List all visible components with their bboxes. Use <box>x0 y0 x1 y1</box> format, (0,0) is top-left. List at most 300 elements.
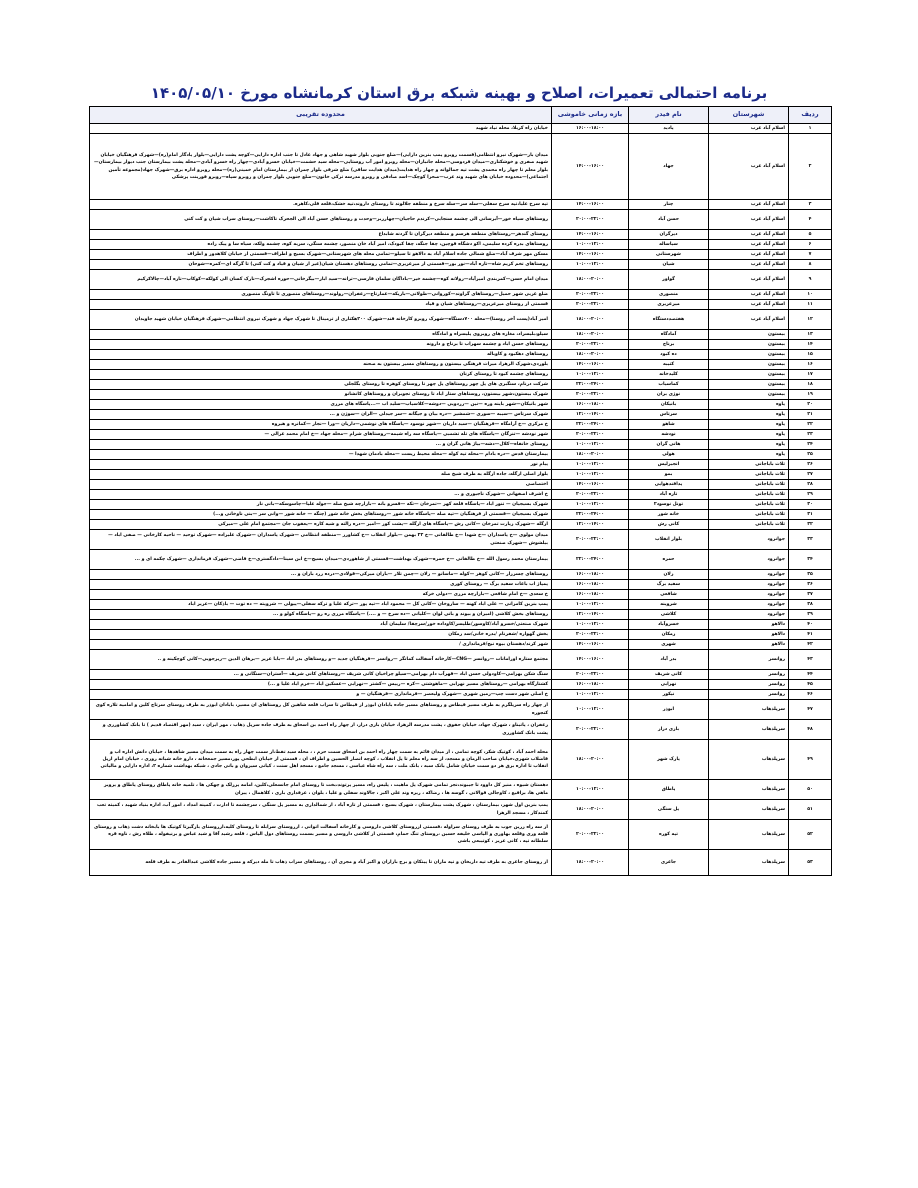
time-cell: ۱۴:۰۰-۱۶:۰۰ <box>552 250 629 260</box>
time-cell: ۱۶:۰۰-۱۸:۰۰ <box>552 680 629 690</box>
time-cell: ۱۶:۰۰-۱۸:۰۰ <box>552 580 629 590</box>
city-cell: سرپلذهاب <box>709 720 789 740</box>
area-cell: زعفران ، پاتیناو ، شهرک جهاد، خیابان حقوق ، پشت مدرسه الزهرا، خیابان بازی دراز، از چهار راه احمد بن اسحاق به طرف جاده سرپل ذهاب ، مهر ایران ، سید (مهر اقتصاد قدیم ) تا بانک کشاورزی و پشت بانک کشاورزی <box>90 720 552 740</box>
table-row <box>90 200 832 210</box>
feeder-cell: تپه کوره <box>629 820 709 850</box>
feeder-cell: سفید برگ <box>629 580 709 590</box>
page-title: برنامه احتمالی تعمیرات، اصلاح و بهینه شبکه برق استان کرمانشاه مورخ ۱۴۰۵/۰۵/۱۰ <box>150 84 768 102</box>
feeder-cell: پادید <box>629 124 709 134</box>
feeder-cell: کتیبه <box>629 360 709 370</box>
time-cell: ۲۲:۰۰-۲۴:۰۰ <box>552 380 629 390</box>
row-number: ۴۱ <box>789 630 832 640</box>
area-cell: شهر کرند/دهستان بیوه نیج/فرمانداری / <box>90 640 552 650</box>
city-cell: اسلام آباد غرب <box>709 240 789 250</box>
row-number: ۱۹ <box>789 390 832 400</box>
area-cell: شهرک صنعتی/خسرو آباد/کاوسور/طلیسر/کاوداده خور/سرچقا/ سلیمان آباد <box>90 620 552 630</box>
city-cell: پاوه <box>709 430 789 440</box>
city-cell: بیستون <box>709 350 789 360</box>
row-number: ۳۳ <box>789 530 832 550</box>
feeder-cell: نیکور <box>629 690 709 700</box>
table-row <box>90 530 832 550</box>
table-row <box>90 440 832 450</box>
time-cell: ۱۴:۰۰-۱۶:۰۰ <box>552 200 629 210</box>
header-area: محدوده تقریبی <box>90 107 552 124</box>
area-cell: شهر بانیکان—شهر باینه وره —نین —زردویی —دوشه—کلاسیاب—سلید اب —...پاسگاه های مرزی <box>90 400 552 410</box>
row-number: ۳۵ <box>789 570 832 580</box>
feeder-cell: ده کبود <box>629 350 709 360</box>
row-number: ۸ <box>789 260 832 270</box>
city-cell: دالاهو <box>709 640 789 650</box>
row-number: ۲۱ <box>789 410 832 420</box>
row-number: ۱۴ <box>789 340 832 350</box>
area-cell: ضلع غربی شهر حمیل—روستاهای گراوند—کوروانی—طولانی—بازیکه—غمارتاج—زعفران—رولوند—روستاهای منصوری تا تاونگ منصوری <box>90 290 552 300</box>
area-cell: خ اشرف اصفهانی —شهرک ناجیوری و ... <box>90 490 552 500</box>
feeder-cell: شاهو <box>629 420 709 430</box>
city-cell: جوانرود <box>709 590 789 600</box>
row-number: ۴۸ <box>789 720 832 740</box>
table-row <box>90 450 832 460</box>
feeder-cell: انجیرلیس <box>629 460 709 470</box>
row-number: ۵۰ <box>789 780 832 800</box>
city-cell: سرپلذهاب <box>709 740 789 780</box>
time-cell: ۱۸:۰۰-۲۰:۰۰ <box>552 800 629 820</box>
row-number: ۲۹ <box>789 490 832 500</box>
area-cell: روستاهای بدره کرده سلیمی، اکو دشگاه قوچین، چقا جنگه، چقا کبودک، امیر آباد خان منصور، چشمه سنگی، سربه کوه، چشمه ولکه، سیاه سا و پیک زاده <box>90 240 552 250</box>
city-cell: اسلام آباد غرب <box>709 290 789 300</box>
city-cell: ثلاث باباجانی <box>709 490 789 500</box>
time-cell: ۱۶:۰۰-۱۸:۰۰ <box>552 124 629 134</box>
city-cell: بیستون <box>709 340 789 350</box>
time-cell: ۱۰:۰۰-۱۲:۰۰ <box>552 460 629 470</box>
feeder-cell: سیاساله <box>629 240 709 250</box>
table-row <box>90 680 832 690</box>
area-cell: قسمتی از روستای میرعزیزی—روستاهای شیان و قیاد <box>90 300 552 310</box>
time-cell: ۲۰:۰۰-۲۲:۰۰ <box>552 300 629 310</box>
table-row <box>90 740 832 780</box>
feeder-cell: بدر آباد <box>629 650 709 670</box>
city-cell: ثلاث باباجانی <box>709 460 789 470</box>
row-number: ۳۷ <box>789 590 832 600</box>
area-cell: روستاهای حسن اباد و چشمه سهراب تا برناج و دارونه <box>90 340 552 350</box>
time-cell: ۱۰:۰۰-۱۲:۰۰ <box>552 470 629 480</box>
time-cell: ۱۰:۰۰-۱۲:۰۰ <box>552 240 629 250</box>
area-cell: مسکن مهر شرف آباد—ضلع شمالی جاده اسلام آباد به دالاهو تا سیلو—تمامی محله های شهرستانی—شهرک بسیج و اطراف—قسمتی از خیابان کلاهدوز و اطراف <box>90 250 552 260</box>
area-cell: میدان باز—شهرک نیرو انتظامی(قسمت روبرو پمپ بنزین دارایی)—ضلع جنوبی بلوار شهید شاهی و جهاد عادل تا جنب اداره دارایی—کوچه پشت دارایی—بلوار یادگار امام(ره)—شهرک فرهنگیان خیابان شهید صفری و خوشکناری—میدان فردوسی—محله جانبازان—محله روبرو امور آب روستایی—محله سید حشمت—خیابان خسرو آبادی—چهار راه خسرو آبادی—محله پشت بیمارستان جنب دیوار بیمارستان—بلوار معلم تا چهار راه محمدی پشت تپه جمالوانه و چهار راه هدایت(میدان هدایت ساقی) ضلع شرقی بلوار چمران از بیمارستان امام خمینی(ره)—محله روبرو اداره برق—شهرک جهاد(مجموعه تأمین اجتماعی)—محدوده خیابان های شهید وند عرب—صحرا کوچک—اسد صادقی و روبرو مدرسه ترکی خاتون—ضلع جنوبی بلوار چمران و روبرو سپاه—روبرو فورینت پزشکی <box>90 134 552 200</box>
city-cell: پاوه <box>709 400 789 410</box>
row-number: ۳ <box>789 200 832 210</box>
row-number: ۴۹ <box>789 740 832 780</box>
schedule-table <box>89 106 832 876</box>
feeder-cell: شیان <box>629 260 709 270</box>
city-cell: اسلام آباد غرب <box>709 230 789 240</box>
area-cell: بخش گهواره /شفرنام /بدره خانی/سد زمکان <box>90 630 552 640</box>
table-row <box>90 420 832 430</box>
area-cell: بلوردی،شهرک الزهرا، میراث فرهنگی بیستون و روستاهای مسیر بیستون به صحنه <box>90 360 552 370</box>
time-cell: ۲۰:۰۰-۲۲:۰۰ <box>552 290 629 300</box>
table-row <box>90 570 832 580</box>
area-cell: خ سعدی —خ امام شافعی —بازارچه مرزی —دولی خرکه <box>90 590 552 600</box>
city-cell: روانسر <box>709 690 789 700</box>
feeder-cell: شهرستانی <box>629 250 709 260</box>
row-number: ۲۷ <box>789 470 832 480</box>
feeder-cell: برناج <box>629 340 709 350</box>
table-row <box>90 460 832 470</box>
header-feeder: نام فیدر <box>629 107 709 124</box>
row-number: ۲۵ <box>789 450 832 460</box>
header-city: شهرستان <box>709 107 789 124</box>
feeder-cell: سرتاس <box>629 410 709 420</box>
area-cell: مجتمع ستاره اورامانات —روانسر —CNG—کارخانه آسفالت کمانگر —روانسر —فرهنگیان جدید —و روستاهای بدر اباد —بابا عزیز —برهان الدین —زیرجوبی—کانی کوچکینه و .. <box>90 650 552 670</box>
time-cell: ۲۰:۰۰-۲۲:۰۰ <box>552 670 629 680</box>
city-cell: ثلاث باباجانی <box>709 520 789 530</box>
city-cell: پاوه <box>709 410 789 420</box>
table-row <box>90 240 832 250</box>
time-cell: ۱۲:۰۰-۱۴:۰۰ <box>552 610 629 620</box>
row-number: ۳۶ <box>789 580 832 590</box>
feeder-cell: کلیدخانه <box>629 370 709 380</box>
city-cell: سرپلذهاب <box>709 780 789 800</box>
table-row <box>90 640 832 650</box>
table-row <box>90 630 832 640</box>
header-outage-time: بازه زمانی خاموشی <box>552 107 629 124</box>
row-number: ۱۵ <box>789 350 832 360</box>
row-number: ۵ <box>789 230 832 240</box>
time-cell: ۱۶:۰۰-۱۸:۰۰ <box>552 400 629 410</box>
table-row <box>90 290 832 300</box>
feeder-cell: بانیکان <box>629 400 709 410</box>
feeder-cell: کماسیاب <box>629 380 709 390</box>
table-row <box>90 230 832 240</box>
area-cell: خ مرکزی —خ آرامگاه —فرهنگیان —سید داریان —شهر نوسود —پاسگاه های نوشمی—داریان —ورا —نجار —کمانره و هیروه <box>90 420 552 430</box>
row-number: ۲۲ <box>789 420 832 430</box>
area-cell: خ اصلی شهر دست چپ—زمین شهری —شهرک ولیعصر —فرمانداری —فرهنگیان — و <box>90 690 552 700</box>
area-cell: شرکت درنام، سنگبری های پل چهر روستاهای پل چهر تا روستای کوهره تا روستای بگلجلی <box>90 380 552 390</box>
time-cell: ۱۶:۰۰-۱۸:۰۰ <box>552 570 629 580</box>
area-cell: بلوار اصلی ازگله، جاده ازگله به طرف شیخ صله <box>90 470 552 480</box>
time-cell: ۲۰:۰۰-۲۲:۰۰ <box>552 390 629 400</box>
city-cell: ثلاث باباجانی <box>709 470 789 480</box>
city-cell: روانسر <box>709 680 789 690</box>
city-cell: سرپلذهاب <box>709 820 789 850</box>
row-number: ۴۵ <box>789 680 832 690</box>
time-cell: ۱۰:۰۰-۱۲:۰۰ <box>552 700 629 720</box>
table-row <box>90 260 832 270</box>
city-cell: بیستون <box>709 330 789 340</box>
row-number: ۲۸ <box>789 480 832 490</box>
city-cell: پاوه <box>709 420 789 430</box>
time-cell: ۱۲:۰۰-۱۴:۰۰ <box>552 410 629 420</box>
feeder-cell: ابوذر <box>629 700 709 720</box>
time-cell: ۱۴:۰۰-۱۶:۰۰ <box>552 230 629 240</box>
feeder-cell: زمکان <box>629 630 709 640</box>
row-number: ۹ <box>789 270 832 290</box>
table-row <box>90 390 832 400</box>
feeder-cell: شافعی <box>629 590 709 600</box>
row-number: ۳۲ <box>789 520 832 530</box>
city-cell: اسلام آباد غرب <box>709 300 789 310</box>
city-cell: پاوه <box>709 450 789 460</box>
table-row <box>90 580 832 590</box>
city-cell: بیستون <box>709 370 789 380</box>
row-number: ۴ <box>789 210 832 230</box>
time-cell: ۲۲:۰۰-۲۴:۰۰ <box>552 420 629 430</box>
feeder-cell: پل سنگی <box>629 800 709 820</box>
time-cell: ۲۰:۰۰-۲۲:۰۰ <box>552 430 629 440</box>
table-row <box>90 800 832 820</box>
feeder-cell: پدافندهوایی <box>629 480 709 490</box>
city-cell: اسلام آباد غرب <box>709 260 789 270</box>
table-row <box>90 620 832 630</box>
table-row <box>90 670 832 680</box>
table-row <box>90 350 832 360</box>
area-cell: میدان امام حسن—کمربندی امیرآباد—زولانه کوه—چشمه خیر—باداگان سلمان فارسی—ترانه—سید اباز—بیگرخانی—حوزه اشجرک—نارک کسان الی کولکه—کوکاب—تازه آباد—چالاکرکیم <box>90 270 552 290</box>
table-row <box>90 370 832 380</box>
area-cell: روستاهای بخش کلاشی (امیران و بیوند و بانی لوان —کلیانی —ده سرخ — و ....) —پاسگاه مرزی ره رو —پاسگاه کولو و ... <box>90 610 552 620</box>
row-number: ۴۷ <box>789 700 832 720</box>
table-row <box>90 850 832 876</box>
table-row <box>90 780 832 800</box>
feeder-cell: آمادگاه <box>629 330 709 340</box>
time-cell: ۱۰:۰۰-۱۲:۰۰ <box>552 620 629 630</box>
table-row <box>90 600 832 610</box>
feeder-cell: پاطاق <box>629 780 709 800</box>
time-cell: ۱۰:۰۰-۱۲:۰۰ <box>552 600 629 610</box>
row-number: ۴۳ <box>789 650 832 670</box>
time-cell: ۱۸:۰۰-۲۰:۰۰ <box>552 330 629 340</box>
feeder-cell: کانی رش <box>629 520 709 530</box>
time-cell: ۲۰:۰۰-۲۲:۰۰ <box>552 340 629 350</box>
feeder-cell: هفتصددستگاه <box>629 310 709 330</box>
feeder-cell: پارک شهر <box>629 740 709 780</box>
feeder-cell: نهرابی <box>629 680 709 690</box>
row-number: ۱۶ <box>789 360 832 370</box>
city-cell: سرپلذهاب <box>709 700 789 720</box>
table-row <box>90 820 832 850</box>
feeder-cell: شهری <box>629 640 709 650</box>
table-row <box>90 470 832 480</box>
area-cell: دهستان شیوه ، منیر کل داوود تا جیبوند،نجر تمامی شهرک پل ماهیت ، پلیس راه، مسیر پرتوند،بخت تا روستای امام جانسعلی،کلین، امامه پرزلک و چهکی ها ، تلمیه خانه پاطاق روستای پاطاق و پرویز ماهی ها، برافیع ، کاوجالی قوالانی ، گوسه ها ، رضاکه ، ریزه وند علی اکبر ، جالاوند سفلی و علیا ، بلوان ، عرفداری باری ، کلاهمال ، پیران <box>90 780 552 800</box>
city-cell: بیستون <box>709 380 789 390</box>
city-cell: سرپلذهاب <box>709 850 789 876</box>
row-number: ۱۰ <box>789 290 832 300</box>
city-cell: دالاهو <box>709 630 789 640</box>
feeder-cell: نوژی بران <box>629 390 709 400</box>
area-cell: بیمارستان محمد رسول الله —خ طالقانی —خ حمزه—شهرک بهداشت—قسمتی از شاهوردی—میدان بسیج—خ ابن سینا—دادگستری—خ قاضی—شهرک فرمانداری —شهرک چکمه ای و ... <box>90 550 552 570</box>
area-cell: سیلو،بلیسراد، مغازه های روبروی پلیسراه و امادگاه <box>90 330 552 340</box>
table-row <box>90 410 832 420</box>
city-cell: اسلام آباد غرب <box>709 134 789 200</box>
row-number: ۳۴ <box>789 550 832 570</box>
row-number: ۲۶ <box>789 460 832 470</box>
area-cell: تپه سرخ علیا،تپه سرخ سفلی—سله سر—سله سرخ و منطقه جلالوند تا روستای داروند،تپه خشک،قلعه قلی،کاهره. <box>90 200 552 210</box>
row-number: ۲۰ <box>789 400 832 410</box>
area-cell: روستاهای دهکبود و کاوباله <box>90 350 552 360</box>
row-number: ۳۱ <box>789 510 832 520</box>
area-cell: شهرک سرتاس —سیبه —سوری —شمشیر —دره بیان و جیگانه —سر جیدلی —الران —سوژن و ... <box>90 410 552 420</box>
time-cell: ۱۸:۰۰-۲۰:۰۰ <box>552 270 629 290</box>
area-cell: شهرک بیستون،شهر بیستون، روستاهای ستار اباد تا روستای نجوبران و روستاهای کانشانو <box>90 390 552 400</box>
feeder-cell: بلوار انقلاب <box>629 530 709 550</box>
table-row <box>90 550 832 570</box>
city-cell: دالاهو <box>709 620 789 630</box>
city-cell: جوانرود <box>709 600 789 610</box>
city-cell: روانسر <box>709 670 789 680</box>
table-row <box>90 330 832 340</box>
feeder-cell: شروینه <box>629 600 709 610</box>
city-cell: اسلام آباد غرب <box>709 200 789 210</box>
area-cell: روستای خانقاه—کلال—دشه—بیاژ هانی گران و ... <box>90 440 552 450</box>
city-cell: جوانرود <box>709 580 789 590</box>
time-cell: ۱۸:۰۰-۲۰:۰۰ <box>552 350 629 360</box>
feeder-cell: هانی گران <box>629 440 709 450</box>
row-number: ۳۰ <box>789 500 832 510</box>
city-cell: جوانرود <box>709 610 789 620</box>
time-cell: ۱۸:۰۰-۲۰:۰۰ <box>552 850 629 876</box>
city-cell: سرپلذهاب <box>709 800 789 820</box>
area-cell: ازگله —شهرک زیارت تمرخان —کانی رش —پاسگاه های ازگله —پشت کوز —امیر —دره زالته و شیه کاره —یعقوب جان —مجتمع امام علی —میرکی <box>90 520 552 530</box>
table-row <box>90 590 832 600</box>
time-cell: ۱۰:۰۰-۱۲:۰۰ <box>552 440 629 450</box>
feeder-cell: منصوری <box>629 290 709 300</box>
row-number: ۷ <box>789 250 832 260</box>
row-number: ۳۹ <box>789 610 832 620</box>
table-row <box>90 400 832 410</box>
row-number: ۴۴ <box>789 670 832 680</box>
area-cell: روستاهای تخم کریم شاه—تازه آباد—نور بور—قسمتی از میرعزیزی—تمامی روستاهای دهستان شیان(غیر از شیان و قیاد و کت کنی) تا گرگه ای—کمره—شوحان <box>90 260 552 270</box>
area-cell: شهرک بسیجیان —قسمتی از فرهنگیان —تپه صله —پاسگاه خانه شور —روستاهای بخش خانه شور (چنگه — خانه شور —وانی سر —بنی ناوخانی و...) <box>90 510 552 520</box>
table-row <box>90 380 832 390</box>
area-cell: پمپ بنزین کامرانی — علی اباد کهنه — سازوخان —کانی کل — محمود اباد —تیه پور —ترکه علیا و ترکه سفلی—پیولی — شرویته — ده توت — باذکان —عزیز اباد <box>90 600 552 610</box>
area-cell: بیمارستان قدس —دره بادام —محله تپه کوله —محله محیط زیست —محله بادمان شهدا — <box>90 450 552 460</box>
table-header-row <box>90 107 832 124</box>
time-cell: ۱۴:۰۰-۱۶:۰۰ <box>552 480 629 490</box>
row-number: ۱۱ <box>789 300 832 310</box>
city-cell: روانسر <box>709 650 789 670</box>
row-number: ۵۱ <box>789 800 832 820</box>
city-cell: اسلام آباد غرب <box>709 124 789 134</box>
city-cell: بیستون <box>709 390 789 400</box>
time-cell: ۱۸:۰۰-۲۰:۰۰ <box>552 740 629 780</box>
time-cell: ۱۴:۰۰-۱۶:۰۰ <box>552 640 629 650</box>
city-cell: جوانرود <box>709 550 789 570</box>
feeder-cell: خانه شور <box>629 510 709 520</box>
row-number: ۶ <box>789 240 832 250</box>
feeder-cell: زلان <box>629 570 709 580</box>
table-row <box>90 490 832 500</box>
table-row <box>90 700 832 720</box>
row-number: ۲۳ <box>789 430 832 440</box>
table-row <box>90 300 832 310</box>
area-cell: میدان مولوی —خ پاسداران —خ شهدا —خ طالقانی —خ ۲۲ بهمن —بلوار انقلاب —خ کشاورز —منطقه انتظامی —شهرک پاسداران —شهرک علیزاده —شهرک توحید — ناحیه کارخانی — صفی اباد —بیلشوش —شهرک صنعتی <box>90 530 552 550</box>
city-cell: جوانرود <box>709 530 789 550</box>
time-cell: ۲۰:۰۰-۲۲:۰۰ <box>552 720 629 740</box>
time-cell: ۱۴:۰۰-۱۶:۰۰ <box>552 134 629 200</box>
table-row <box>90 134 832 200</box>
time-cell: ۱۴:۰۰-۱۶:۰۰ <box>552 650 629 670</box>
area-cell: از سه راه زرین جوب به طرف روستای سراوله ،قسمتی ازروستای کلاشی داروسی و کارخانه آسفالت اتوانی ، ازروستای سرابله تا روستای کلیه،ازروستای بازگیرتا کوتیک ها بابخانه دشت ذهاب و روستای قلعه وری وقلعه بهاوری و الیاسی خلیفه حسین ،روستای تنگ حمام، قسمتی از کلاشی داروسی و مسیر بسمت روستاهای دول الیاس ، قلعه رشید آقا و شید عباس و برنیقوله ، طلاه رش ، ناوه قره سلطانه تپه ، کانی عزیز ، کوتیبعی باشی <box>90 820 552 850</box>
row-number: ۱۷ <box>789 370 832 380</box>
table-row <box>90 690 832 700</box>
feeder-cell: کلاشی <box>629 610 709 620</box>
time-cell: ۱۴:۰۰-۱۶:۰۰ <box>552 360 629 370</box>
area-cell: روستای گندهر—روستاهای منطقه هرسم و منطقه دیزگران تا گردنه شابداغ <box>90 230 552 240</box>
table-row <box>90 124 832 134</box>
table-row <box>90 250 832 260</box>
city-cell: جوانرود <box>709 570 789 580</box>
area-cell: کشتارگاه بهرامی —روستاهای مسیر نهرابی —ماهوشتی —کره —رییس —کشتر —نهرابی —عسکین اباد —خرم اباد علیا و ...) <box>90 680 552 690</box>
city-cell: اسلام آباد غرب <box>709 310 789 330</box>
time-cell: ۱۰:۰۰-۱۲:۰۰ <box>552 260 629 270</box>
time-cell: ۱۰:۰۰-۱۲:۰۰ <box>552 500 629 510</box>
area-cell: روستاهای چسرزار —کانی کوهر —کوله —ماسانو — زلان —چمن تلار —بازان میرکی—قولادی—درده زرد بازان و ... <box>90 570 552 580</box>
area-cell: از چهار راه سرپلگرم به طرف مسیر قیطاس و روستاهای مسیر جاده بابادان ابوذر از قیطاس تا سراب قلعه شاهین کل روستاهای ان مسیر، بابادان ابوذر به طرف روستای سرتاج کلین و امامیه تلاره کوی کنجوره <box>90 700 552 720</box>
table-row <box>90 480 832 490</box>
area-cell: پمپاژ اب باغات سفید برگ — روستای کوری <box>90 580 552 590</box>
time-cell: ۲۰:۰۰-۲۲:۰۰ <box>552 630 629 640</box>
time-cell: ۲۲:۰۰-۲۴:۰۰ <box>552 550 629 570</box>
time-cell: ۱۸:۰۰-۲۰:۰۰ <box>552 450 629 460</box>
time-cell: ۲۰:۰۰-۲۲:۰۰ <box>552 210 629 230</box>
row-number: ۵۳ <box>789 850 832 876</box>
area-cell: پیام نور <box>90 460 552 470</box>
time-cell: ۱۶:۰۰-۱۸:۰۰ <box>552 590 629 600</box>
city-cell: بیستون <box>709 360 789 370</box>
area-cell: از روستای جاغری به طرف تپه داریخان و تپه ماران تا پیتکان و برج بازاران و اکبر آباد و مجری آن ، روستاهای سراب ذهاب تا مله دیرکه و مسیر جاده کلاشی عبدالقادر به طرف قلعه <box>90 850 552 876</box>
time-cell: ۱۰:۰۰-۱۲:۰۰ <box>552 780 629 800</box>
area-cell: اختصاصی <box>90 480 552 490</box>
header-row-number: ردیف <box>789 107 832 124</box>
area-cell: سنگ شکن بهرامی—کاودولی حسن اباد —قهرآب دام بهرامی—سیلو چراخیان کانی شریف —روستاهای کانی شریف —آستران—سنگانی و ... <box>90 670 552 680</box>
time-cell: ۲۲:۰۰-۲۴:۰۰ <box>552 510 629 520</box>
table-row <box>90 360 832 370</box>
feeder-cell: تازه آباد <box>629 490 709 500</box>
time-cell: ۱۲:۰۰-۱۴:۰۰ <box>552 520 629 530</box>
time-cell: ۲۰:۰۰-۲۲:۰۰ <box>552 820 629 850</box>
table-row <box>90 270 832 290</box>
feeder-cell: چنار <box>629 200 709 210</box>
table-row <box>90 210 832 230</box>
city-cell: اسلام آباد غرب <box>709 270 789 290</box>
area-cell: پمپ بنزین اول شهر، بیمارستان ، شهرک پشت بیمارستان ، شهرک بسیج ، قسمتی از تازه آباد ، از شمالداری به مسیر پل سنگی ، سرچشمه تا ادارت ، کمپنه امداد ، امور آب، اداره بنیاد شهید ، کمیته تعب کمندکار ، مسجد الزهرا <box>90 800 552 820</box>
time-cell: ۱۸:۰۰-۲۰:۰۰ <box>552 310 629 330</box>
row-number: ۵۲ <box>789 820 832 850</box>
city-cell: اسلام آباد غرب <box>709 250 789 260</box>
table-row <box>90 720 832 740</box>
table-row <box>90 430 832 440</box>
row-number: ۱۸ <box>789 380 832 390</box>
table-row <box>90 310 832 330</box>
feeder-cell: حسن آباد <box>629 210 709 230</box>
city-cell: ثلاث باباجانی <box>709 500 789 510</box>
row-number: ۲ <box>789 134 832 200</box>
city-cell: ثلاث باباجانی <box>709 480 789 490</box>
feeder-cell: کانی شریف <box>629 670 709 680</box>
row-number: ۱ <box>789 124 832 134</box>
table-row <box>90 520 832 530</box>
row-number: ۱۳ <box>789 330 832 340</box>
table-row <box>90 510 832 520</box>
feeder-cell: نودشه <box>629 430 709 440</box>
area-cell: روستاهای سیاه خور—آبرسانی الی چشمه سنجابی—کرندم حاجیان—چهارزبر—وحدت و روستاهای حسن آباد الی الجحرک تاکاشت—روستای سراب شیان و کت کنی <box>90 210 552 230</box>
area-cell: امیر آباد(پست آخر روستا)—محله ۷۰۰دستگاه—شهرک روبرو کارخانه قند—شهرک ۲۰۰هکتاری از ترمینال تا شهرک جهاد و شهرک نیروی انتظامی—شهرک فرهنگیان خیابان شهید جاویدان <box>90 310 552 330</box>
row-number: ۳۸ <box>789 600 832 610</box>
row-number: ۴۲ <box>789 640 832 650</box>
feeder-cell: جاغری <box>629 850 709 876</box>
feeder-cell: خسروآباد <box>629 620 709 630</box>
table-row <box>90 650 832 670</box>
city-cell: اسلام آباد غرب <box>709 210 789 230</box>
row-number: ۱۲ <box>789 310 832 330</box>
